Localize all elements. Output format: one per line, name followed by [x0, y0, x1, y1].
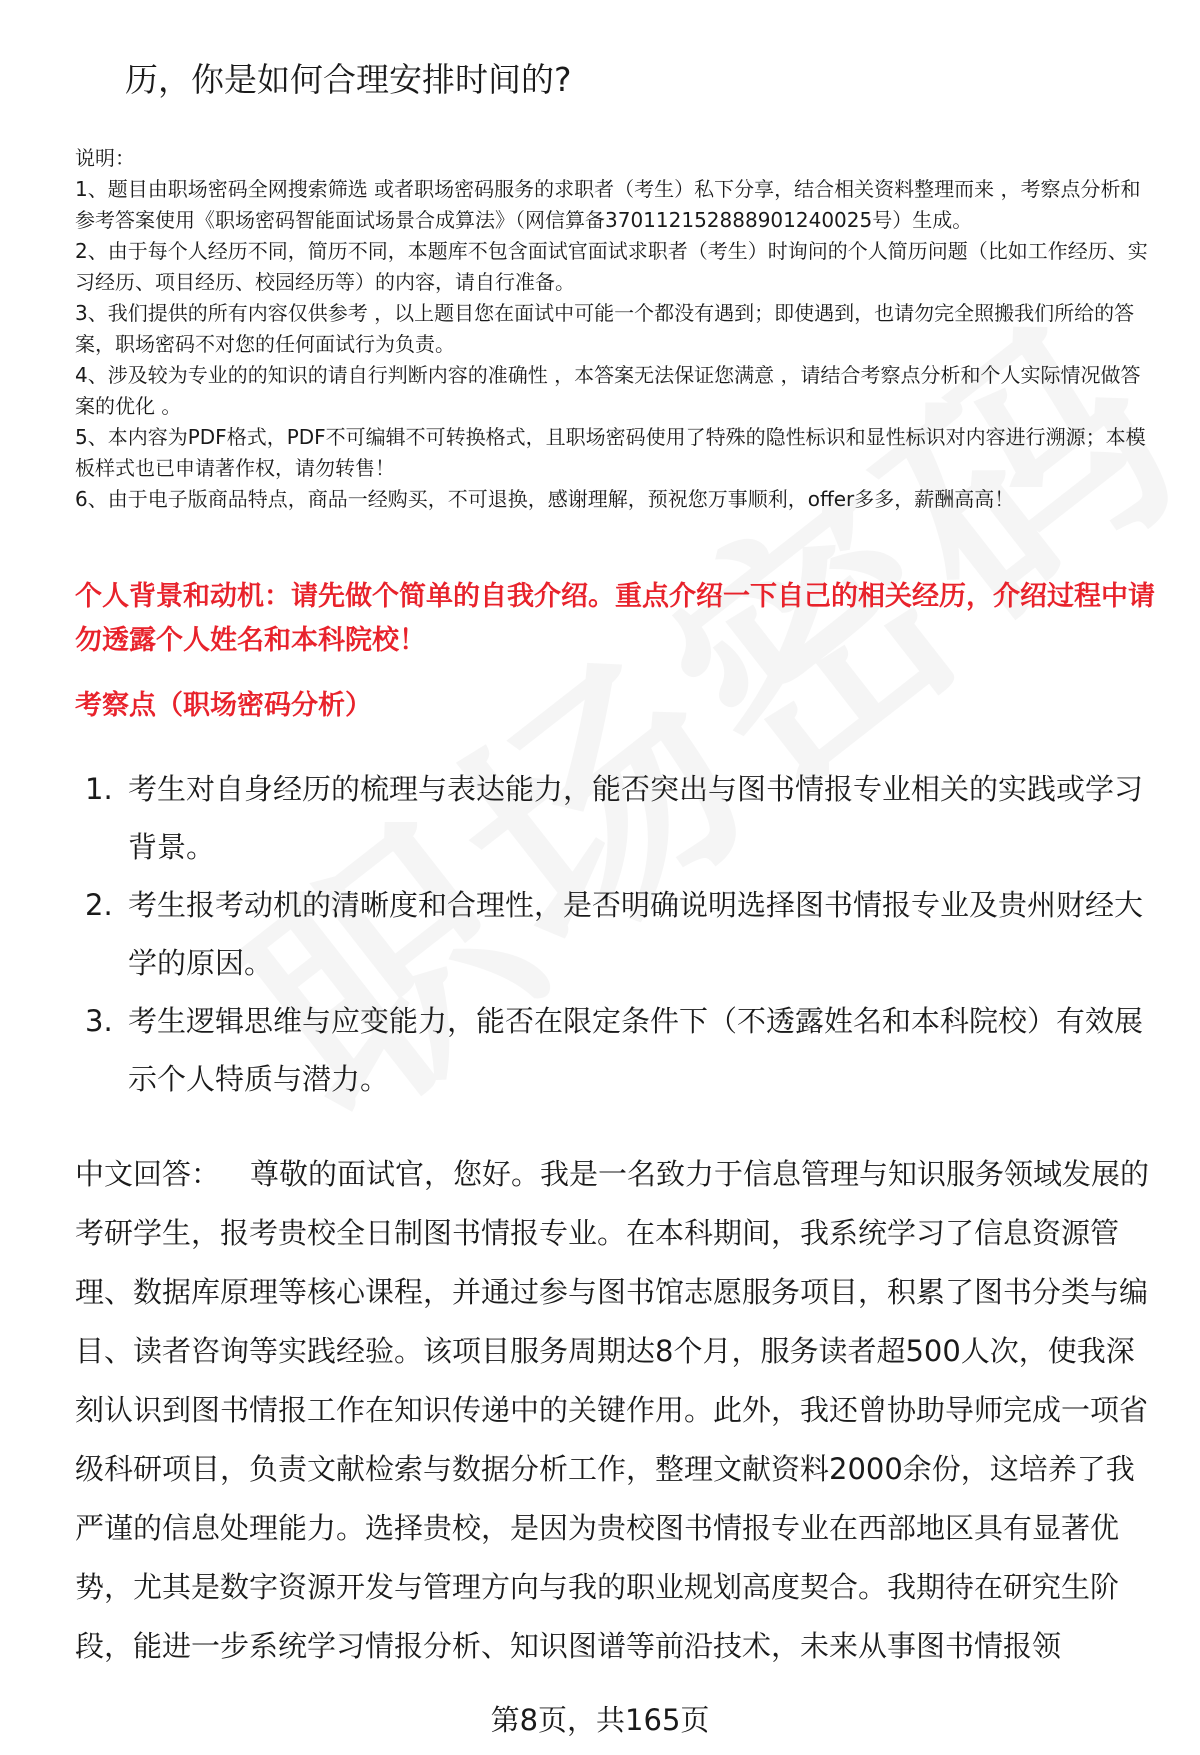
notes-title: 说明：: [75, 146, 135, 170]
notes-item-1: 1、题目由职场密码全网搜索筛选 或者职场密码服务的求职者（考生）私下分享，结合相关资料整理而来 ，考察点分析和参考答案使用《职场密码智能面试场景合成算法》（网信算备370112152888901240025号）生成。: [75, 177, 1141, 232]
points-heading: 考察点（职场密码分析）: [75, 690, 372, 721]
question-heading: 个人背景和动机：请先做个简单的自我介绍。重点介绍一下自己的相关经历，介绍过程中请勿透露个人姓名和本科院校！: [75, 581, 1155, 656]
point-number: 3.: [85, 1004, 113, 1038]
notes-item-5: 5、本内容为PDF格式，PDF不可编辑不可转换格式，且职场密码使用了特殊的隐性标识和显性标识对内容进行溯源；本模板样式也已申请著作权，请勿转售！: [75, 425, 1146, 480]
point-item: [75, 876, 1160, 992]
point-text: 考生逻辑思维与应变能力，能否在限定条件下（不透露姓名和本科院校）有效展示个人特质与潜力。: [128, 1004, 1144, 1096]
point-number: 1.: [85, 772, 113, 806]
page-footer: 第8页，共165页: [490, 1703, 710, 1737]
points-list: [75, 760, 1160, 1108]
point-item: [75, 760, 1160, 876]
answer-text: 尊敬的面试官，您好。我是一名致力于信息管理与知识服务领域发展的考研学生，报考贵校全日制图书情报专业。在本科期间，我系统学习了信息资源管理、数据库原理等核心课程，并通过参与图书馆志愿服务项目，积累了图书分类与编目、读者咨询等实践经验。该项目服务周期达8个月，服务读者超500人次，使我深刻认识到图书情报工作在知识传递中的关键作用。此外，我还曾协助导师完成一项省级科研项目，负责文献检索与数据分析工作，整理文献资料2000余份，这培养了我严谨的信息处理能力。选择贵校，是因为贵校图书情报专业在西部地区具有显著优势，尤其是数字资源开发与管理方向与我的职业规划高度契合。我期待在研究生阶段，能进一步系统学习情报分析、知识图谱等前沿技术，未来从事图书情报领: [75, 1157, 1150, 1663]
point-text: 考生对自身经历的梳理与表达能力，能否突出与图书情报专业相关的实践或学习背景。: [128, 772, 1144, 864]
answer-label: 中文回答：: [75, 1157, 221, 1191]
answer-paragraph: [75, 1145, 1160, 1676]
previous-question-tail: 历，你是如何合理安排时间的?: [125, 60, 572, 99]
notes-item-6: 6、由于电子版商品特点，商品一经购买，不可退换，感谢理解，预祝您万事顺利，offer多多，薪酬高高！: [75, 487, 1015, 511]
notes-item-3: 3、我们提供的所有内容仅供参考 ，以上题目您在面试中可能一个都没有遇到；即使遇到，也请勿完全照搬我们所给的答案，职场密码不对您的任何面试行为负责。: [75, 301, 1135, 356]
point-number: 2.: [85, 888, 113, 922]
point-item: [75, 992, 1160, 1108]
point-text: 考生报考动机的清晰度和合理性，是否明确说明选择图书情报专业及贵州财经大学的原因。: [128, 888, 1144, 980]
notes-section: [75, 143, 1155, 515]
notes-item-2: 2、由于每个人经历不同，简历不同，本题库不包含面试官面试求职者（考生）时询问的个人简历问题（比如工作经历、实习经历、项目经历、校园经历等）的内容，请自行准备。: [75, 239, 1148, 294]
notes-item-4: 4、涉及较为专业的的知识的请自行判断内容的准确性 ，本答案无法保证您满意 ，请结合考察点分析和个人实际情况做答案的优化 。: [75, 363, 1141, 418]
